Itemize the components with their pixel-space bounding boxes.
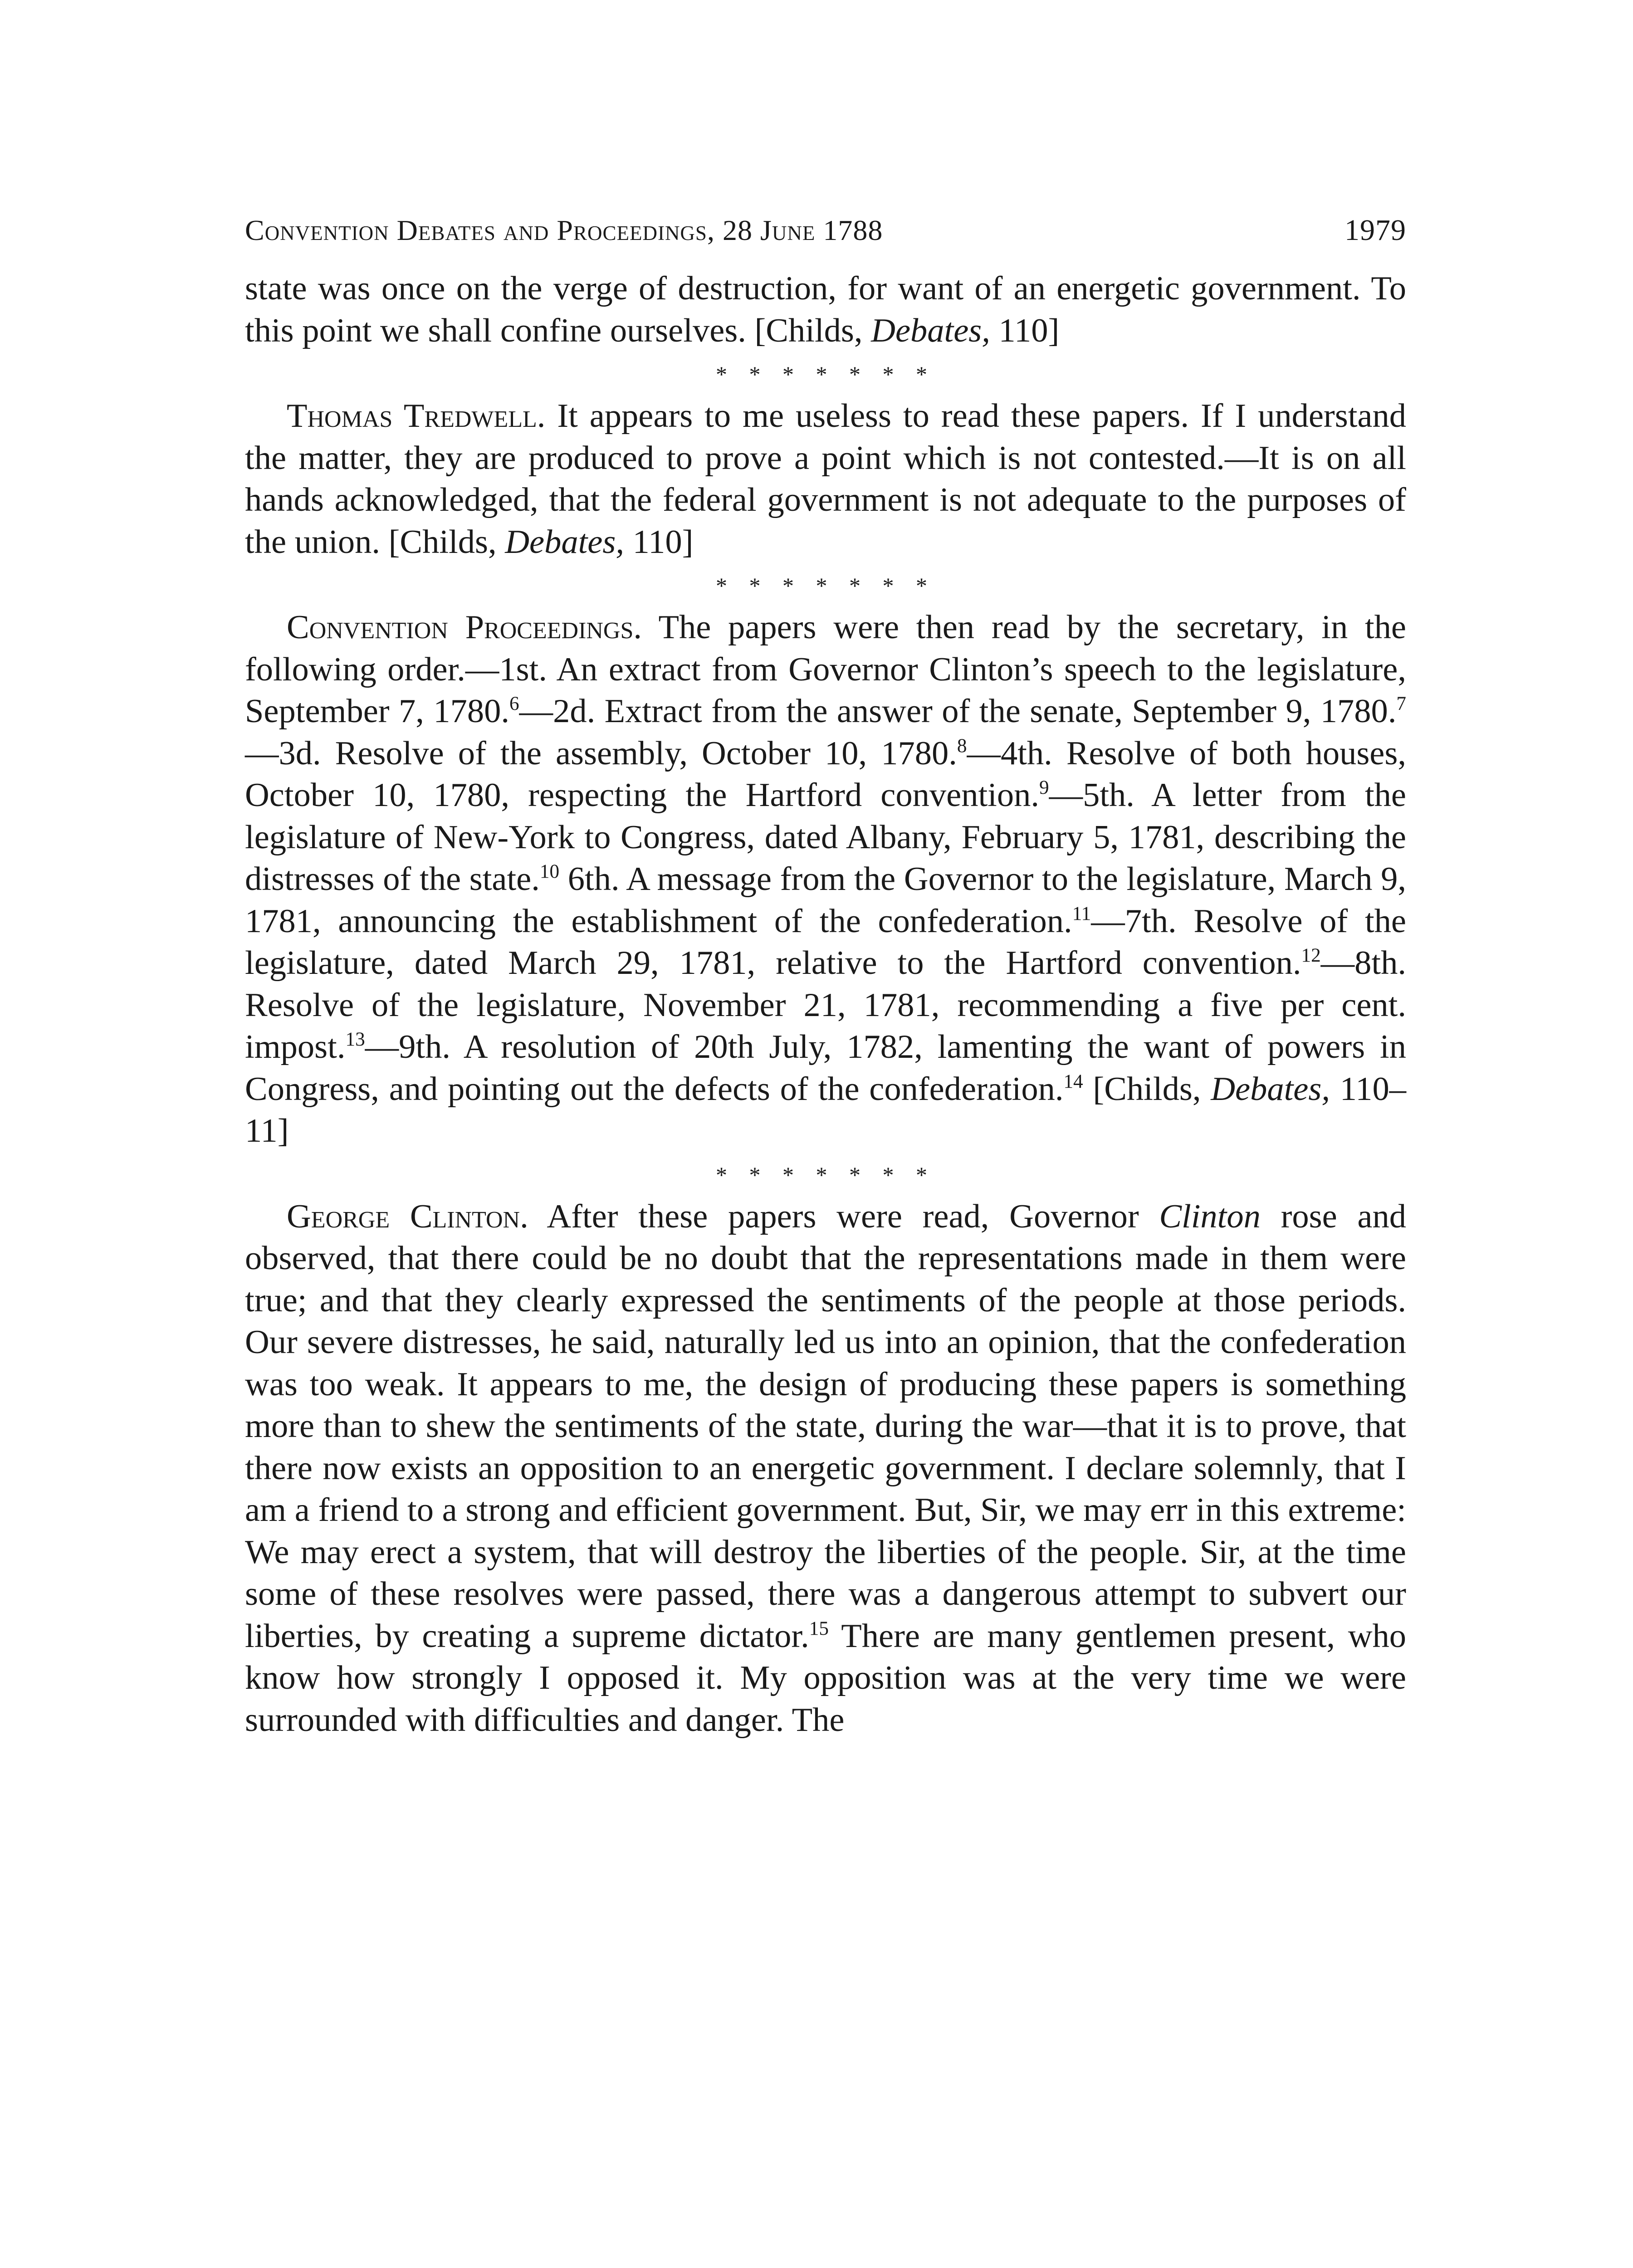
footnote-ref[interactable]: 15 — [809, 1617, 829, 1639]
footnote-ref[interactable]: 12 — [1301, 944, 1321, 967]
paragraph-clinton — [245, 1196, 1406, 1741]
text-run: 110] — [624, 523, 694, 561]
footnote-ref[interactable]: 6 — [509, 693, 519, 715]
text-run: [Childs, — [1083, 1070, 1211, 1108]
text-run: —5th. A letter from the legislature of New-York to Congress, dated Albany, February 5, 1781, describing the distresses of the state. — [245, 777, 1406, 898]
italic-name: Clinton — [1159, 1198, 1261, 1235]
page-number: 1979 — [1345, 214, 1406, 247]
italic-title: Debates, — [505, 523, 624, 561]
italic-title: Debates, — [1211, 1070, 1330, 1108]
text-run: —9th. A resolution of 20th July, 1782, lamenting the want of powers in Congress, and pointing out the defects of the confederation. — [245, 1028, 1406, 1108]
text-run: —8th. Resolve of the legislature, November 21, 1781, recommending a five per cent. impost. — [245, 944, 1406, 1066]
footnote-ref[interactable]: 11 — [1072, 902, 1091, 924]
text-run: state was once on the verge of destruction, for want of an energetic government. To this point we shall confine ourselves. [Childs, — [245, 270, 1406, 349]
document-page — [245, 213, 1406, 1741]
text-run: 110] — [990, 312, 1060, 349]
paragraph-proceedings — [245, 606, 1406, 1152]
body-text — [245, 268, 1406, 1741]
text-run: —3d. Resolve of the assembly, October 10, 1780. — [245, 734, 957, 772]
footnote-ref[interactable]: 9 — [1039, 777, 1049, 799]
footnote-ref[interactable]: 7 — [1396, 693, 1406, 715]
italic-title: Debates, — [871, 312, 990, 349]
text-run: —4th. Resolve of both houses, October 10, 1780, respecting the Hartford convention. — [245, 734, 1406, 814]
text-run: It appears to me useless to read these papers. If I understand the matter, they are produced to prove a point which is not contested.—It is on all hands acknowledged, that the federal government is not adequate to the purposes of the union. [Childs, — [245, 397, 1406, 561]
text-run: After these papers were read, Governor — [528, 1198, 1159, 1235]
text-run: 6th. A message from the Governor to the legislature, March 9, 1781, announcing the establishment of the confederation. — [245, 860, 1407, 940]
paragraph-opening — [245, 268, 1406, 352]
speaker-name: George Clinton. — [287, 1198, 528, 1235]
speaker-name: Thomas Tredwell. — [287, 397, 546, 435]
text-run: 110–11] — [245, 1070, 1407, 1149]
section-separator: * * * * * * * — [716, 573, 935, 598]
text-run: —2d. Extract from the answer of the senate, September 9, 1780. — [519, 693, 1397, 730]
text-run: —7th. Resolve of the legislature, dated March 29, 1781, relative to the Hartford convention. — [245, 902, 1406, 982]
section-separator: * * * * * * * — [716, 362, 935, 387]
footnote-ref[interactable]: 8 — [957, 734, 967, 757]
paragraph-tredwell — [245, 395, 1406, 563]
footnote-ref[interactable]: 13 — [345, 1028, 365, 1051]
text-run: There are many gentlemen present, who know how strongly I opposed it. My opposition was at the very time we were surrounded with difficulties and danger. The — [245, 1617, 1406, 1739]
running-head-title: Convention Debates and Proceedings, 28 June 1788 — [245, 214, 883, 246]
text-run: The papers were then read by the secretary, in the following order.—1st. An extract from Governor Clinton’s speech to the legislature, September 7, 1780. — [245, 609, 1406, 730]
section-separator: * * * * * * * — [716, 1162, 935, 1188]
footnote-ref[interactable]: 10 — [539, 860, 560, 883]
running-head — [245, 213, 1406, 268]
text-run: rose and observed, that there could be no doubt that the representations made in them were true; and that they clearly expressed the sentiments of the people at those periods. Our severe distresses, he said, naturally led us into an opinion, that the confederation was too weak. It appears to me, the design of producing these papers is something more than to shew the sentiments of the state, during the war—that it is to prove, that there now exists an opposition to an energetic government. I declare solemnly, that I am a friend to a strong and efficient government. But, Sir, we may err in this extreme: We may erect a system, that will destroy the liberties of the people. Sir, at the time some of these resolves were passed, there was a dangerous attempt to subvert our liberties, by creating a supreme dictator. — [245, 1198, 1407, 1655]
speaker-name: Convention Proceedings. — [287, 609, 642, 646]
footnote-ref[interactable]: 14 — [1063, 1070, 1083, 1092]
